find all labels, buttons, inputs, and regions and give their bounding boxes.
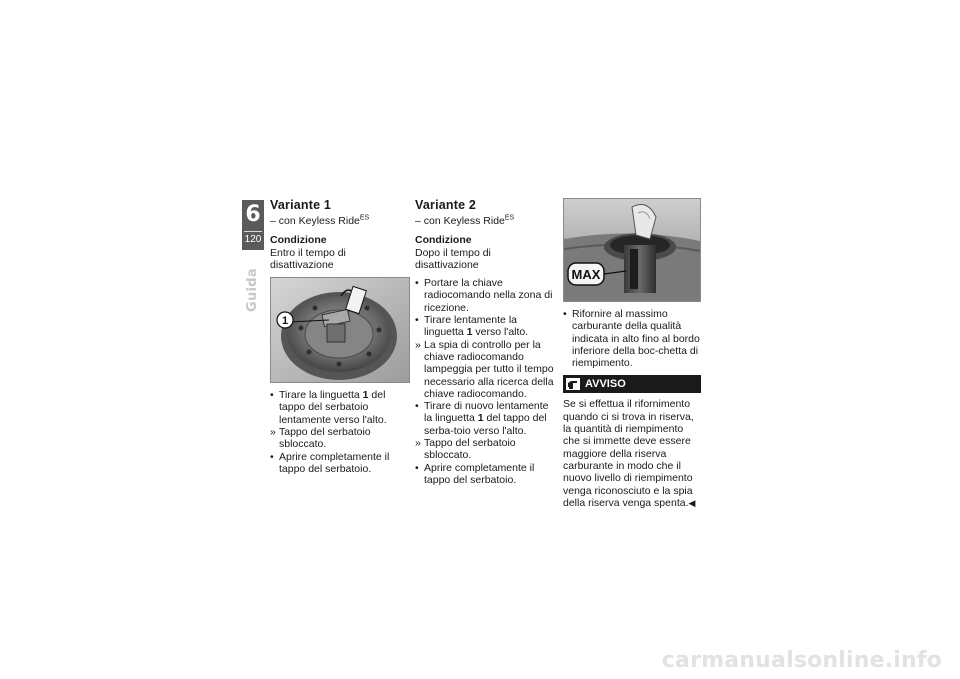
dash: – (415, 215, 421, 227)
dash: – (270, 215, 276, 227)
notice-title: AVVISO (585, 378, 626, 391)
fuel-cap-tab-photo (270, 277, 410, 383)
fuel-filler-max-photo (563, 198, 701, 302)
notice-text-block (563, 398, 701, 509)
list-marker: • (415, 400, 419, 413)
list-marker: • (415, 277, 419, 290)
column-variant-1 (270, 198, 410, 475)
list-marker: » (415, 437, 421, 450)
list-item (270, 426, 410, 451)
list-item (270, 451, 410, 476)
fuel-filler-illustration (564, 199, 700, 301)
list-item (415, 277, 555, 314)
requirement-superscript: ES (359, 214, 370, 222)
list-marker: • (270, 450, 274, 463)
max-label: MAX (571, 267, 601, 282)
variant-2-requirement (415, 215, 555, 227)
requirement-text: con Keyless Ride (423, 215, 505, 227)
column-variant-2 (415, 198, 555, 486)
variant-2-title: Variante 2 (415, 198, 477, 212)
step-text: Tirare la linguetta (279, 389, 363, 402)
step-text: Portare la chiave radiocomando nella zona di ricezione. (424, 277, 553, 314)
page-number: 120 (244, 234, 262, 245)
requirement-superscript: ES (504, 214, 515, 222)
section-label: Guida (244, 268, 260, 312)
step-callout-ref: 1 (466, 326, 473, 339)
step-text: Tappo del serbatoio sbloccato. (279, 426, 371, 451)
step-text: Aprire completamente il tappo del serbatoio. (424, 461, 535, 486)
chapter-tab (242, 200, 264, 250)
notice-text: Se si effettua il rifornimento quando ci si trova in riserva, la quantità di riempimento che si immette deve essere maggiore della riserva carburante in modo che il nuovo livello di riempimento venga riconosciuto e la spia della riserva venga spenta. (563, 398, 694, 509)
step-text: Tirare lentamente la linguetta (424, 314, 517, 339)
condition-heading: Condizione (415, 234, 472, 247)
list-item (563, 308, 701, 369)
step-text: del tappo del serba-toio verso l'alto. (424, 412, 547, 437)
watermark: carmanualsonline.info (661, 648, 942, 673)
step-text: La spia di controllo per la chiave radiocomando lampeggia per tutto il tempo necessario alla ricerca della chiave radiocomando. (424, 338, 554, 400)
requirement-text: con Keyless Ride (278, 215, 360, 227)
list-item (415, 437, 555, 462)
step-text: verso l'alto. (472, 326, 529, 339)
column-refuel (563, 198, 701, 509)
step-text: Tappo del serbatoio sbloccato. (424, 437, 516, 462)
fuel-cap-illustration (271, 278, 409, 382)
list-marker: » (415, 338, 421, 351)
notice-heading-bar (563, 375, 701, 393)
list-item (415, 339, 555, 400)
chapter-divider (244, 231, 262, 232)
step-text: Tirare di nuovo lentamente la linguetta (424, 400, 549, 425)
step-callout-ref: 1 (477, 412, 484, 425)
step-text: del tappo del serbatoio lentamente verso l'alto. (279, 389, 387, 426)
step-text: Rifornire al massimo carburante della qualità indicata in alto fino al bordo inferiore della boc-chetta di riempimento. (572, 308, 700, 370)
refuel-steps (563, 308, 701, 369)
list-marker: • (270, 389, 274, 402)
end-of-section-mark: ◀ (688, 497, 696, 508)
callout-1-label: 1 (281, 315, 289, 328)
list-marker: • (415, 461, 419, 474)
list-marker: • (415, 314, 419, 327)
variant-1-steps (270, 389, 410, 475)
condition-heading: Condizione (270, 234, 327, 247)
hand-warning-icon (566, 378, 580, 390)
variant-2-steps (415, 277, 555, 486)
condition-text: Dopo il tempo di disattivazione (415, 246, 491, 271)
condition-text: Entro il tempo di disattivazione (270, 246, 346, 271)
list-item (415, 314, 555, 339)
list-item (415, 400, 555, 437)
step-text: Aprire completamente il tappo del serbatoio. (279, 450, 390, 475)
list-marker: • (563, 308, 567, 320)
list-item (270, 389, 410, 426)
step-callout-ref: 1 (362, 389, 369, 402)
list-marker: » (270, 426, 276, 439)
list-item (415, 462, 555, 487)
section-label-wrapper (231, 268, 275, 312)
variant-1-title: Variante 1 (270, 198, 332, 212)
variant-1-requirement (270, 215, 410, 227)
chapter-number: 6 (245, 202, 261, 227)
